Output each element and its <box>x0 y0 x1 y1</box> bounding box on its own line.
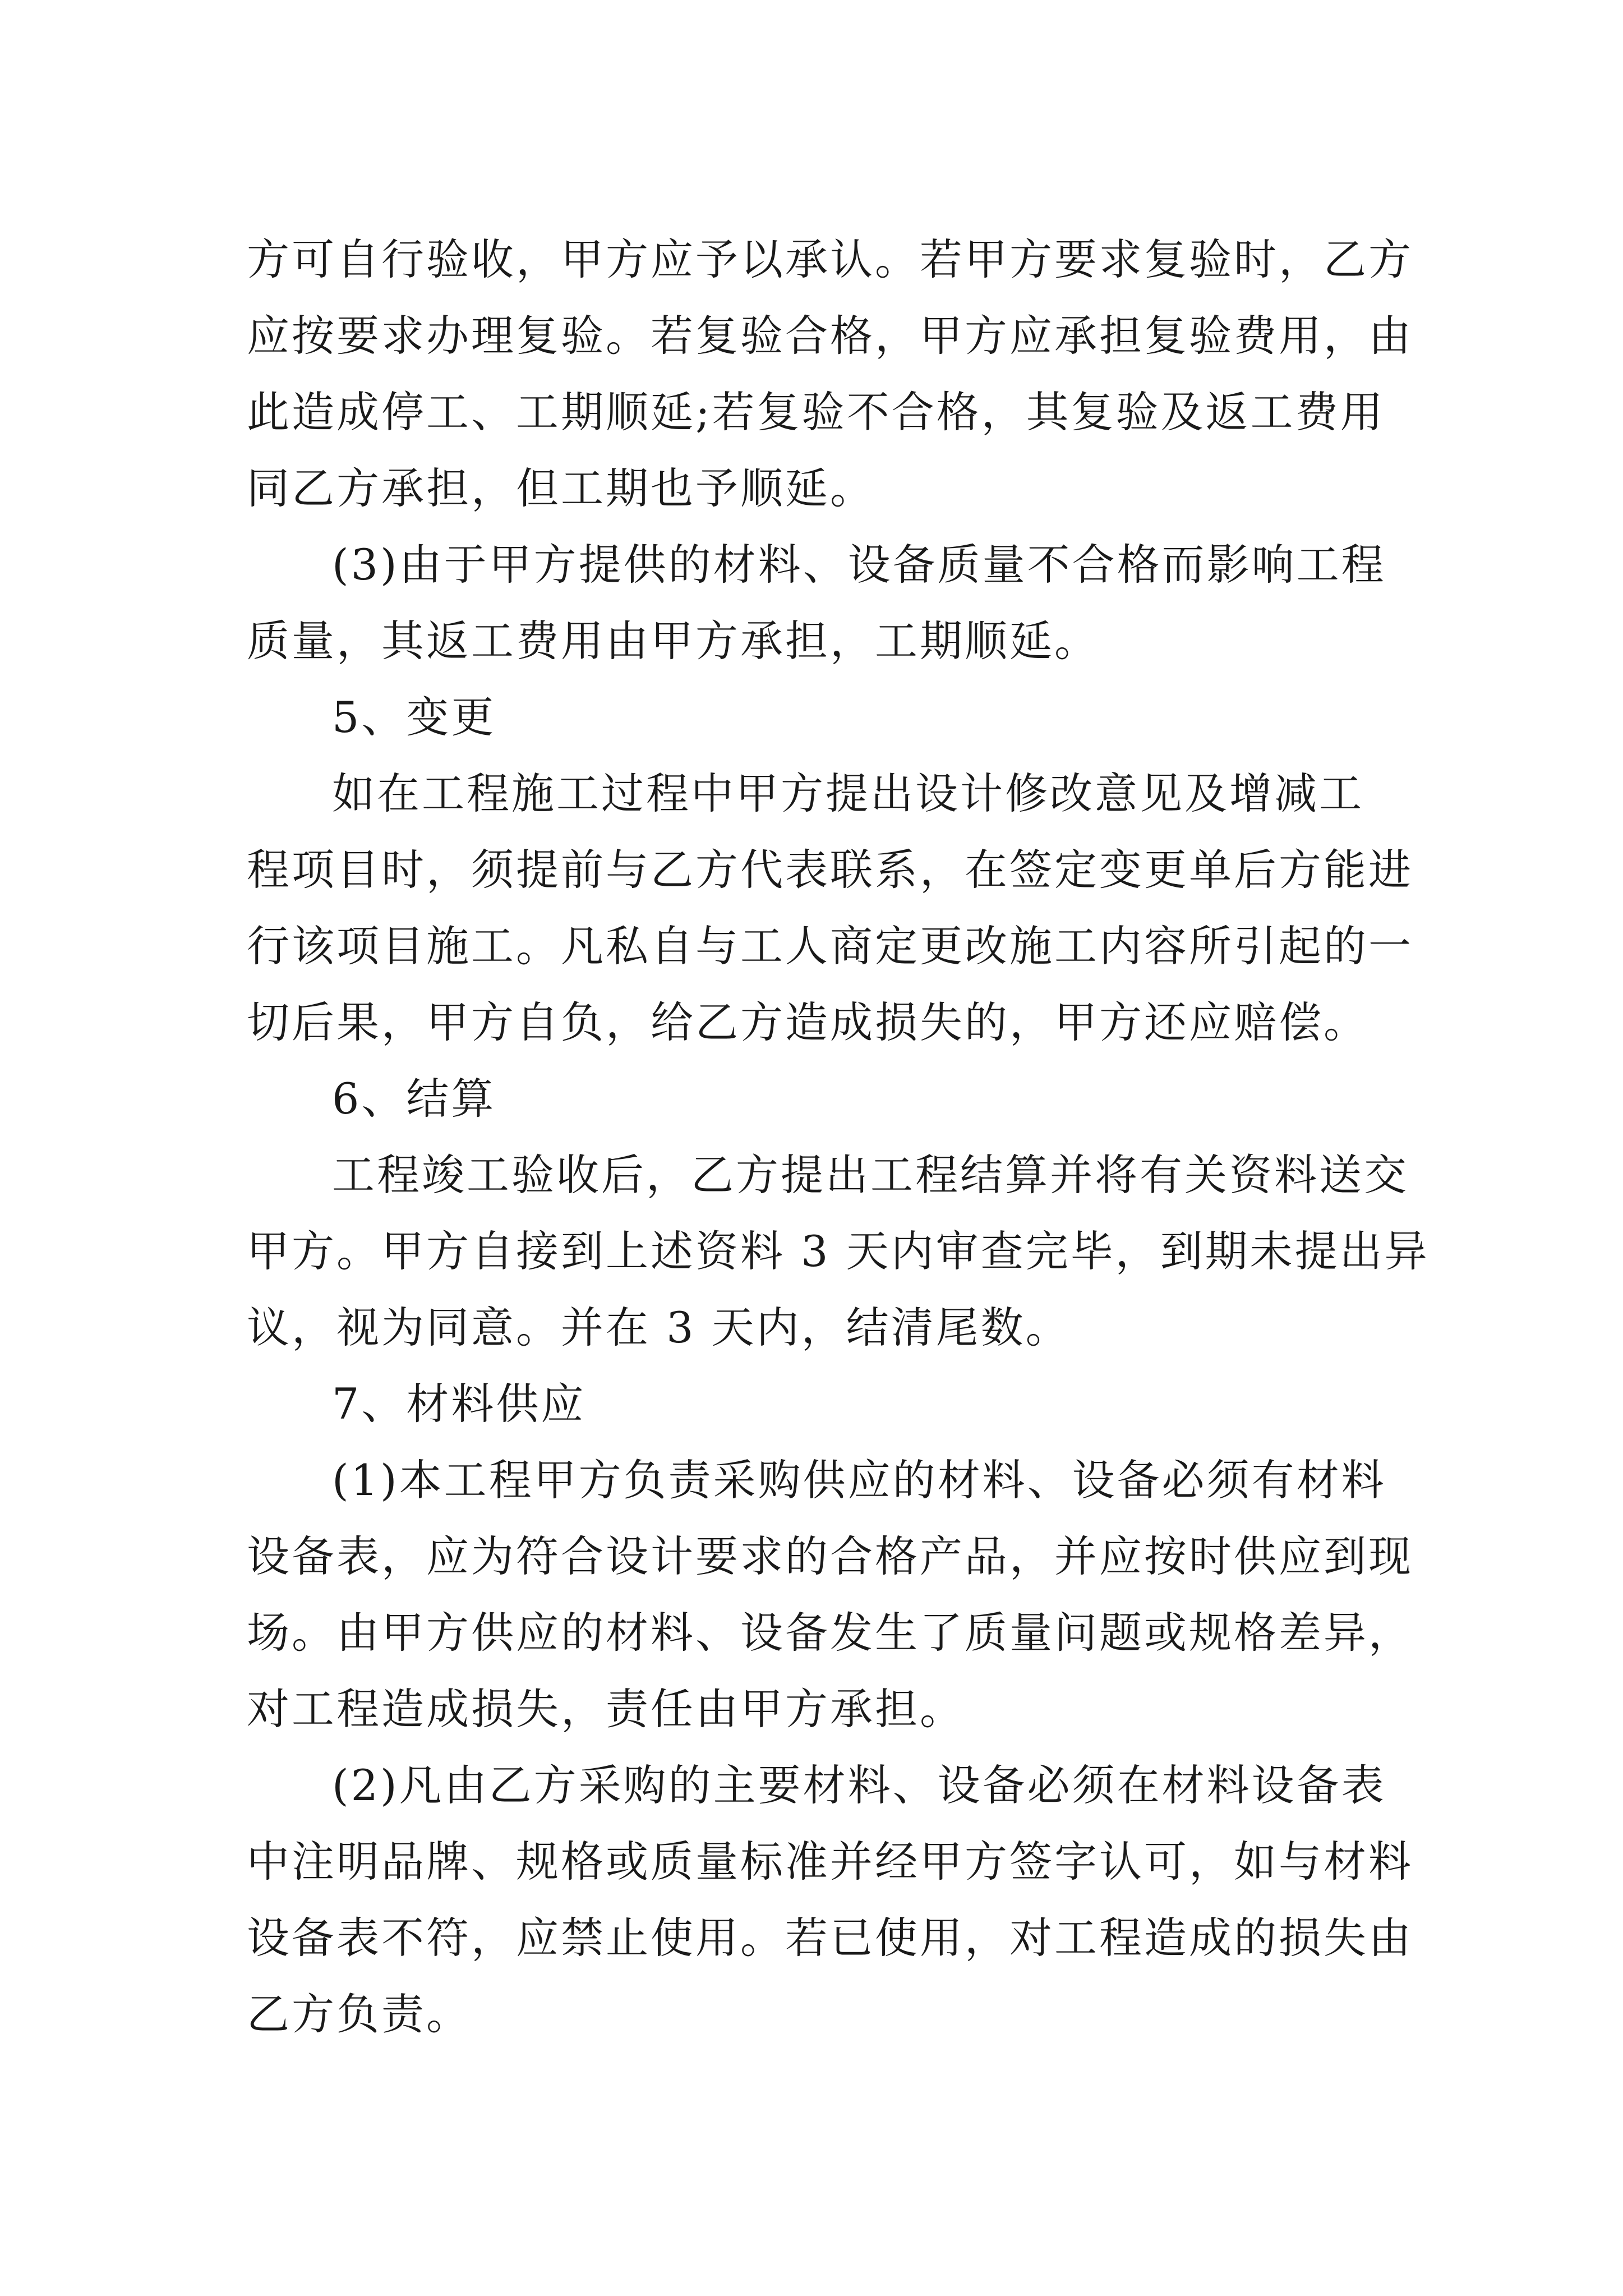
section-heading: 6、结算 <box>332 1074 496 1124</box>
text-line: 对工程造成损失，责任由甲方承担。 <box>247 1684 965 1734</box>
text-line: 甲方。甲方自接到上述资料 3 天内审查完毕，到期未提出异 <box>247 1226 1430 1276</box>
text-line: 中注明品牌、规格或质量标准并经甲方签字认可，如与材料 <box>247 1837 1413 1887</box>
text-line: 方可自行验收，甲方应予以承认。若甲方要求复验时，乙方 <box>247 234 1413 284</box>
document-body <box>247 222 1430 2053</box>
section-heading: 7、材料供应 <box>332 1379 586 1429</box>
text-line: 质量，其返工费用由甲方承担，工期顺延。 <box>247 616 1099 666</box>
text-line: (2)凡由乙方采购的主要材料、设备必须在材料设备表 <box>332 1760 1386 1810</box>
text-line: 设备表不符，应禁止使用。若已使用，对工程造成的损失由 <box>247 1913 1413 1963</box>
text-line: 此造成停工、工期顺延;若复验不合格，其复验及返工费用 <box>247 387 1385 437</box>
text-line: 工程竣工验收后，乙方提出工程结算并将有关资料送交 <box>332 1150 1409 1200</box>
section-heading: 5、变更 <box>332 692 496 742</box>
text-line: 同乙方承担，但工期也予顺延。 <box>247 463 875 513</box>
text-line: 设备表，应为符合设计要求的合格产品，并应按时供应到现 <box>247 1531 1413 1581</box>
text-line: (1)本工程甲方负责采购供应的材料、设备必须有材料 <box>332 1455 1386 1505</box>
text-line: 行该项目施工。凡私自与工人商定更改施工内容所引起的一 <box>247 921 1413 971</box>
text-line: 乙方负责。 <box>247 1989 471 2039</box>
text-line: 场。由甲方供应的材料、设备发生了质量问题或规格差异， <box>247 1608 1413 1658</box>
text-line: 应按要求办理复验。若复验合格，甲方应承担复验费用，由 <box>247 311 1413 361</box>
text-line: 议，视为同意。并在 3 天内，结清尾数。 <box>247 1303 1071 1352</box>
text-line: 如在工程施工过程中甲方提出设计修改意见及增减工 <box>332 769 1364 818</box>
text-line: 程项目时，须提前与乙方代表联系，在签定变更单后方能进 <box>247 845 1413 895</box>
text-line: 切后果，甲方自负，给乙方造成损失的，甲方还应赔偿。 <box>247 997 1368 1047</box>
text-line: (3)由于甲方提供的材料、设备质量不合格而影响工程 <box>332 540 1386 590</box>
